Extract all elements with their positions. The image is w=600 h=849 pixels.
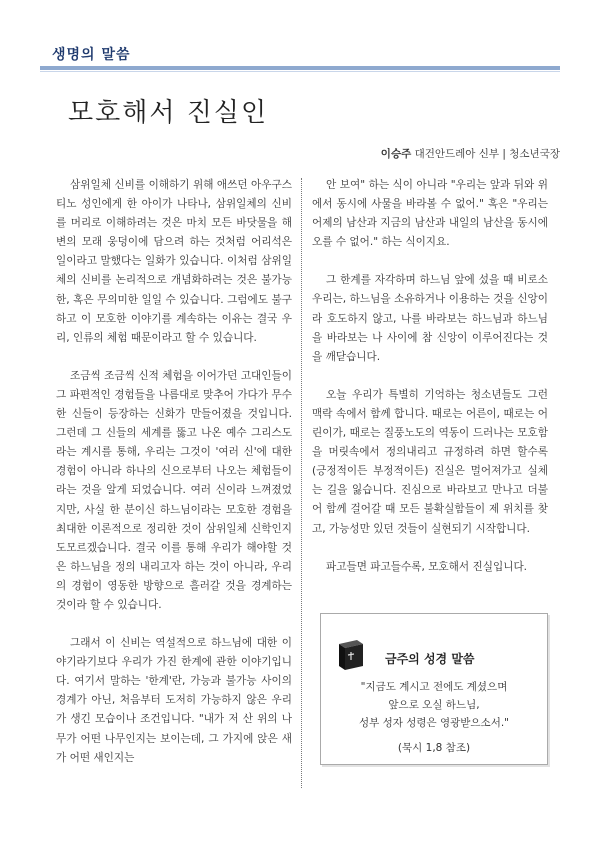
header-rule: [40, 66, 560, 70]
right-column: [312, 176, 548, 596]
page-title: 모호해서 진실인: [68, 98, 269, 128]
verse-line: 앞으로 오실 하느님,: [388, 699, 480, 711]
verse-line: 성부 성자 성령은 영광받으소서.": [358, 717, 510, 729]
paragraph: 그래서 이 신비는 역설적으로 하느님에 대한 이야기라기보다 우리가 가진 한계에 관한 이야기입니다. 여기서 말하는 '한계'란, 가능과 불가능 사이의 경계가 아닌, 처음부터 도저히 가능하지 않은 우리가 생긴 모습이나 조건입니다. "내가 저 산 위의 나무가 어떤 나무인지는 보이는데, 그 가지에 앉은 새가 어떤 새인지는: [56, 637, 292, 764]
author-role: 대건안드레아 신부 | 청소년국장: [414, 148, 560, 160]
scripture-title: 금주의 성경 말씀: [385, 652, 475, 666]
paragraph: 그 한계를 자각하며 하느님 앞에 섰을 때 비로소 우리는, 하느님을 소유하거나 이용하는 것을 신앙이라 호도하지 않고, 나를 바라보는 하느님과 하느님을 바라보는 나 사이에 참 신앙이 이루어진다는 것을 깨닫습니다.: [312, 274, 548, 363]
paragraph: 파고들면 파고들수록, 모호해서 진실입니다.: [326, 560, 528, 573]
paragraph: 조금씩 조금씩 신적 체험을 이어가던 고대인들이 그 파편적인 경험들을 나름대로 맞추어 가다가 무수한 신들이 등장하는 신화가 만들어졌을 것입니다. 그런데 그 신들의 세계를 뚫고 나온 예수 그리스도라는 계시를 통해, 우리는 그것이 '여러 신'에 대한 경험이 아니라 하나의 신으로부터 나오는 체험들이라는 것을 알게 되었습니다. 여러 신이라 느껴졌었지만, 사실 한 분이신 하느님이라는 모호한 경험을 최대한 이론적으로 정리한 것이 삼위일체 신학인지도모르겠습니다. 결국 이를 통해 우리가 해야할 것은 하느님을 정의 내리고자 하는 것이 아니라, 우리의 경험이 영동한 방향으로 흘러갈 것을 경계하는 것이라 할 수 있습니다.: [56, 369, 292, 611]
column-divider: [301, 178, 302, 788]
verse-line: "지금도 계시고 전에도 계셨으며: [360, 681, 508, 693]
author-name: 이승주: [380, 148, 412, 160]
section-tag: 생명의 말씀: [52, 47, 131, 63]
paragraph: 삼위일체 신비를 이해하기 위해 애쓰던 아우구스티노 성인에게 한 아이가 나타나, 삼위일체의 신비를 머리로 이해하려는 것은 마치 모든 바닷물을 해변의 모래 웅덩이에 담으려 하는 것처럼 어리석은 일이라고 말했다는 일화가 있습니다. 이처럼 삼위일체의 신비를 논리적으로 개념화하려는 것은 불가능한, 혹은 무의미한 일일 수 있습니다. 그럼에도 불구하고 이 모호한 이야기를 계속하는 이유는 결국 우리, 인류의 체험 때문이라고 할 수 있습니다.: [56, 179, 292, 344]
byline: [381, 146, 560, 161]
header-rule-thin: [40, 71, 560, 72]
paragraph: 안 보여" 하는 식이 아니라 "우리는 앞과 뒤와 위에서 동시에 사물을 바라볼 수 없어." 혹은 "우리는 어제의 남산과 지금의 남산과 내일의 남산을 동시에 오를 수 없어." 하는 식이지요.: [312, 179, 548, 249]
scripture-box: [320, 613, 548, 765]
scripture-reference: (묵시 1,8 참조): [397, 742, 471, 754]
bible-book-icon: [337, 638, 365, 672]
paragraph: 오늘 우리가 특별히 기억하는 청소년들도 그런 맥락 속에서 함께 합니다. 때로는 어른이, 때로는 어린이가, 때로는 질풍노도의 역동이 드러나는 모호함을 머릿속에서 정의내리고 규정하려 하면 할수록 (긍정적이든 부정적이든) 진실은 멀어져가고 실체는 길을 잃습니다. 진심으로 바라보고 만나고 더불어 함께 걸어갈 때 모든 불확실함들이 제 위치를 찾고, 가능성만 있던 것들이 실현되기 시작합니다.: [312, 388, 548, 535]
left-column: [56, 176, 292, 787]
scripture-verse: [331, 678, 537, 732]
